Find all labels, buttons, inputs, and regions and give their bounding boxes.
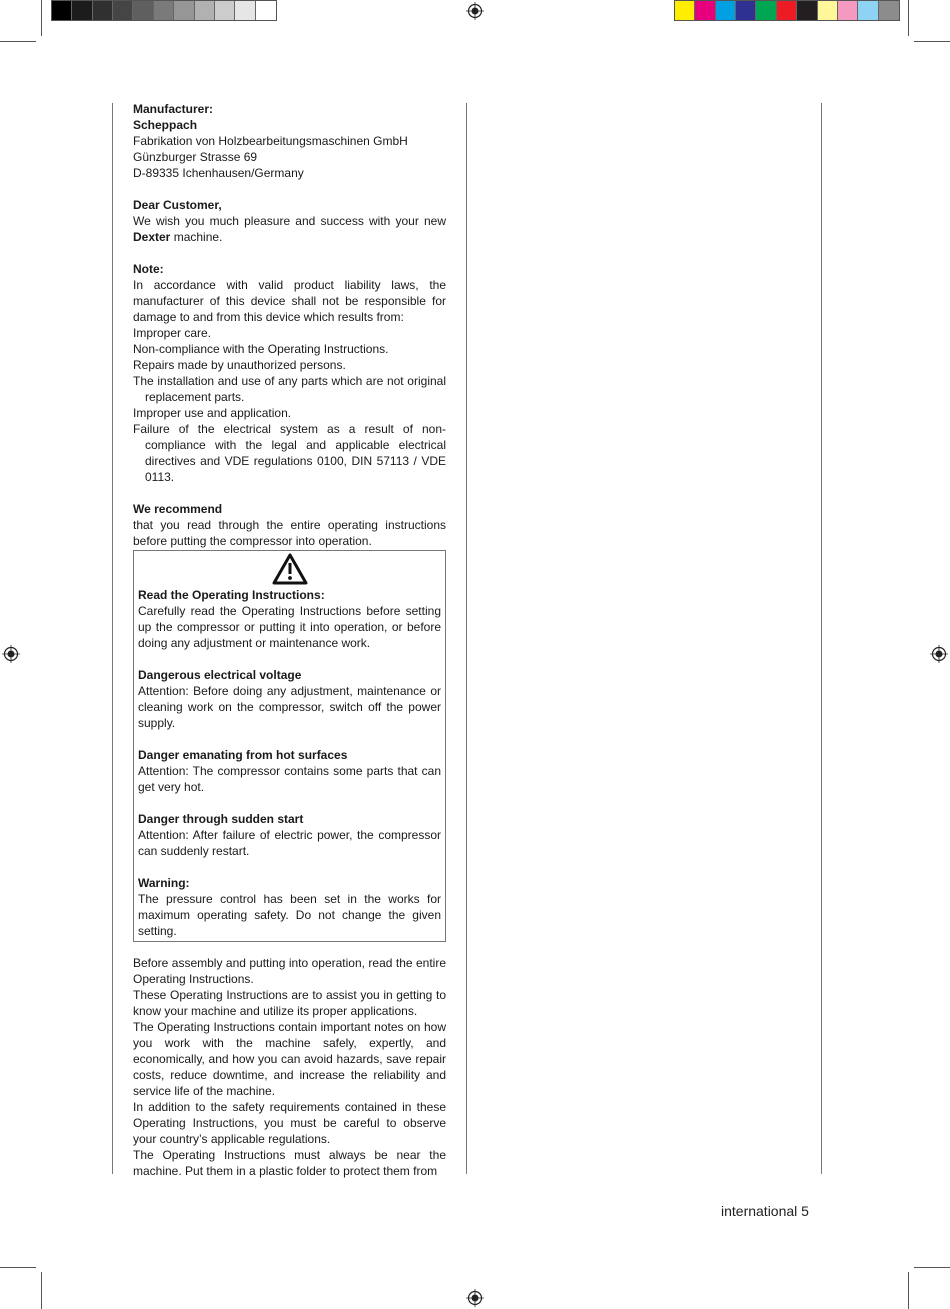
body-paragraph: These Operating Instructions are to assist you in getting to know your machine and utilize its proper applications. [133,988,446,1018]
note-item: Improper use and application. [133,406,292,420]
note-item: Failure of the electrical system as a result of non-compliance with the legal and applicable electrical directives and VDE regulations 0100, DIN 57113 / VDE 0113. [133,422,446,484]
note-item: The installation and use of any parts which are not original replacement parts. [133,374,446,404]
safety-warning-box [133,550,446,942]
warning-text: Carefully read the Operating Instructions before setting up the compressor or putting it into operation, or before doing any adjustment or maintenance work. [138,604,441,650]
recommend-heading: We recommend [133,502,223,516]
crop-mark [41,1272,42,1309]
crop-mark [914,41,950,42]
body-paragraph: The Operating Instructions contain important notes on how you work with the machine safely, expertly, and economically, and how you can avoid hazards, save repair costs, reduce downtime, and increase the reliability and service life of the machine. [133,1020,446,1098]
body-paragraph: Before assembly and putting into operation, read the entire Operating Instructions. [133,956,446,986]
manufacturer-heading: Manufacturer: [133,102,214,116]
warning-heading: Danger through sudden start [138,812,304,826]
color-swatch [215,1,235,20]
warning-text: Attention: After failure of electric power, the compressor can suddenly restart. [138,828,441,858]
greeting-heading: Dear Customer, [133,198,222,212]
crop-mark [41,0,42,36]
color-swatch [818,1,838,20]
warning-heading: Dangerous electrical voltage [138,668,302,682]
crop-mark [0,1267,36,1268]
warning-heading: Warning: [138,876,190,890]
color-swatch [52,1,72,20]
color-swatch [195,1,215,20]
registration-mark-icon [930,645,948,663]
color-swatch [858,1,878,20]
cmyk-color-bar [674,0,900,21]
color-swatch [72,1,92,20]
crop-mark [0,41,36,42]
gray-color-bar [51,0,277,21]
color-swatch [154,1,174,20]
crop-mark [914,1267,950,1268]
color-swatch [93,1,113,20]
warning-heading: Read the Operating Instructions: [138,588,325,602]
greeting-text: We wish you much pleasure and success with your new Dexter machine. [133,214,446,244]
color-swatch [736,1,756,20]
column-rule-left [112,103,113,1174]
brand-name: Dexter [133,230,171,244]
crop-mark [908,0,909,36]
color-swatch [133,1,153,20]
body-paragraph: The Operating Instructions must always be near the machine. Put them in a plastic folder to protect them from [133,1148,446,1178]
note-heading: Note: [133,262,164,276]
color-swatch [797,1,817,20]
color-swatch [256,1,276,20]
recommend-text: that you read through the entire operating instructions before putting the compressor into operation. [133,518,446,548]
manufacturer-city: D-89335 Ichenhausen/Germany [133,166,304,180]
registration-mark-icon [466,2,484,20]
warning-text: The pressure control has been set in the works for maximum operating safety. Do not change the given setting. [138,892,441,938]
color-swatch [235,1,255,20]
registration-mark-icon [466,1289,484,1307]
text-column [133,101,446,1179]
registration-mark-icon [2,645,20,663]
color-swatch [695,1,715,20]
note-item: Repairs made by unauthorized persons. [133,358,346,372]
color-swatch [675,1,695,20]
color-swatch [879,1,899,20]
page-number: international 5 [721,1203,809,1219]
warning-text: Attention: Before doing any adjustment, maintenance or cleaning work on the compressor, switch off the power supply. [138,684,441,730]
color-swatch [756,1,776,20]
color-swatch [777,1,797,20]
color-swatch [113,1,133,20]
warning-triangle-icon [272,553,308,585]
column-rule-middle [466,103,467,1174]
column-rule-right [821,103,822,1174]
note-item: Improper care. [133,326,212,340]
color-swatch [716,1,736,20]
manufacturer-street: Günzburger Strasse 69 [133,150,258,164]
note-intro: In accordance with valid product liability laws, the manufacturer of this device shall not be responsible for damage to and from this device which results from: [133,278,446,324]
manufacturer-company: Fabrikation von Holzbearbeitungsmaschinen GmbH [133,134,408,148]
manufacturer-name: Scheppach [133,118,198,132]
note-item: Non-compliance with the Operating Instructions. [133,342,389,356]
color-swatch [174,1,194,20]
crop-mark [908,1272,909,1309]
body-paragraph: In addition to the safety requirements contained in these Operating Instructions, you must be careful to observe your country’s applicable regulations. [133,1100,446,1146]
warning-text: Attention: The compressor contains some parts that can get very hot. [138,764,441,794]
color-swatch [838,1,858,20]
warning-heading: Danger emanating from hot surfaces [138,748,348,762]
